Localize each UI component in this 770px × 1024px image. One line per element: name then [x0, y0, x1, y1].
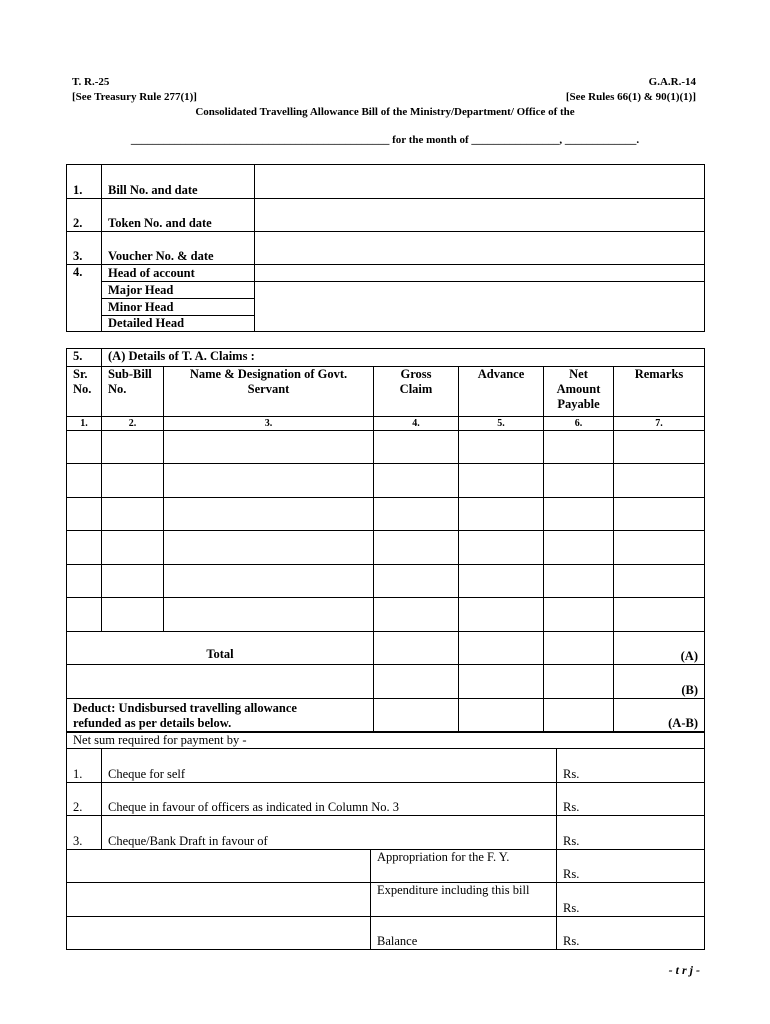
cell[interactable] — [544, 464, 614, 498]
cell[interactable] — [67, 565, 102, 598]
marker-b: (B) — [614, 665, 705, 699]
col-header-net-amount: Net Amount Payable — [544, 367, 614, 417]
cheque-officers-label: Cheque in favour of officers as indicated in Column No. 3 — [102, 783, 557, 816]
cell[interactable] — [102, 565, 164, 598]
row-number: 1. — [67, 165, 102, 199]
cell[interactable] — [374, 565, 459, 598]
head-of-account-field[interactable] — [255, 265, 705, 282]
bill-details-table — [66, 164, 705, 332]
cell[interactable] — [544, 431, 614, 464]
cell[interactable] — [164, 598, 374, 632]
col-number: 2. — [102, 417, 164, 431]
deduct-label-line-2: refunded as per details below. — [73, 716, 232, 730]
cell[interactable] — [374, 498, 459, 531]
net-sum-table — [66, 732, 705, 850]
cell[interactable] — [67, 598, 102, 632]
row-number: 2. — [67, 199, 102, 232]
form-number-right: G.A.R.-14 — [648, 76, 696, 88]
cell[interactable] — [164, 565, 374, 598]
row-number: 3. — [67, 816, 102, 850]
appropriation-table — [66, 849, 705, 950]
cell[interactable] — [614, 531, 705, 565]
cell[interactable] — [544, 531, 614, 565]
cell[interactable] — [374, 431, 459, 464]
gross-total-cell[interactable] — [374, 632, 459, 665]
bill-title: Consolidated Travelling Allowance Bill of the Ministry/Department/ Office of the — [195, 106, 575, 118]
cell[interactable] — [459, 665, 544, 699]
table-row — [67, 431, 705, 464]
expenditure-label: Expenditure including this bill — [371, 883, 557, 917]
cheque-officers-amount[interactable]: Rs. — [557, 783, 705, 816]
net-row — [67, 699, 705, 732]
cell[interactable] — [102, 498, 164, 531]
bill-no-label: Bill No. and date — [102, 165, 255, 199]
minor-head-label: Minor Head — [102, 299, 255, 316]
blank-cell — [67, 917, 371, 950]
col-header-gross-claim: Gross Claim — [374, 367, 459, 417]
col-number: 7. — [614, 417, 705, 431]
col-number: 4. — [374, 417, 459, 431]
head-of-account-label: Head of account — [102, 265, 255, 282]
cell[interactable] — [544, 565, 614, 598]
cell[interactable] — [614, 464, 705, 498]
row-number: 4. — [67, 265, 102, 332]
expenditure-amount[interactable]: Rs. — [557, 883, 705, 917]
voucher-no-label: Voucher No. & date — [102, 232, 255, 265]
col-number: 5. — [459, 417, 544, 431]
cell[interactable] — [459, 431, 544, 464]
office-month-line: _______________________________________________ for the month of ________________, _____________. — [130, 134, 640, 146]
advance-total-cell[interactable] — [459, 632, 544, 665]
head-details-field[interactable] — [255, 282, 705, 332]
cell[interactable] — [544, 665, 614, 699]
marker-a-minus-b: (A-B) — [614, 699, 705, 732]
total-label: Total — [67, 632, 374, 665]
cell[interactable] — [164, 498, 374, 531]
token-no-field[interactable] — [255, 199, 705, 232]
cell[interactable] — [67, 531, 102, 565]
col-header-sub-bill-no: Sub-Bill No. — [102, 367, 164, 417]
appropriation-label: Appropriation for the F. Y. — [371, 850, 557, 883]
row-number: 1. — [67, 749, 102, 783]
net-sum-title: Net sum required for payment by - — [67, 733, 705, 749]
cell[interactable] — [544, 498, 614, 531]
blank-cell — [67, 665, 374, 699]
blank-cell — [67, 883, 371, 917]
bill-no-field[interactable] — [255, 165, 705, 199]
table-row — [67, 464, 705, 498]
balance-amount[interactable]: Rs. — [557, 917, 705, 950]
col-header-advance: Advance — [459, 367, 544, 417]
bank-draft-label: Cheque/Bank Draft in favour of — [102, 816, 557, 850]
cell[interactable] — [544, 699, 614, 732]
cell[interactable] — [614, 498, 705, 531]
cell[interactable] — [459, 699, 544, 732]
cell[interactable] — [102, 431, 164, 464]
col-number: 6. — [544, 417, 614, 431]
table-row — [67, 498, 705, 531]
ta-claims-table — [66, 348, 705, 732]
cell[interactable] — [614, 598, 705, 632]
total-row — [67, 632, 705, 665]
net-total-cell[interactable] — [544, 632, 614, 665]
deduct-row — [67, 665, 705, 699]
ta-claims-title: (A) Details of T. A. Claims : — [102, 349, 705, 367]
voucher-no-field[interactable] — [255, 232, 705, 265]
cell[interactable] — [459, 464, 544, 498]
cell[interactable] — [374, 531, 459, 565]
rule-reference-left: [See Treasury Rule 277(1)] — [72, 91, 197, 103]
balance-label: Balance — [371, 917, 557, 950]
cell[interactable] — [374, 665, 459, 699]
cell[interactable] — [459, 531, 544, 565]
col-header-sr-no: Sr. No. — [67, 367, 102, 417]
cheque-self-label: Cheque for self — [102, 749, 557, 783]
col-header-remarks: Remarks — [614, 367, 705, 417]
section-number: 5. — [67, 349, 102, 367]
cell[interactable] — [102, 531, 164, 565]
cell[interactable] — [67, 464, 102, 498]
cell[interactable] — [67, 431, 102, 464]
row-number: 3. — [67, 232, 102, 265]
cell[interactable] — [164, 531, 374, 565]
footer-initials: - t r j - — [668, 963, 700, 977]
blank-cell — [67, 850, 371, 883]
cell[interactable] — [614, 565, 705, 598]
cell[interactable] — [164, 464, 374, 498]
deduct-label-line-1: Deduct: Undisbursed travelling allowance — [73, 701, 297, 715]
cell[interactable] — [459, 598, 544, 632]
row-number: 2. — [67, 783, 102, 816]
cheque-self-amount[interactable]: Rs. — [557, 749, 705, 783]
cell[interactable] — [374, 464, 459, 498]
deduct-label — [67, 699, 374, 732]
cell[interactable] — [614, 431, 705, 464]
cell[interactable] — [102, 464, 164, 498]
cell[interactable] — [102, 598, 164, 632]
detailed-head-label: Detailed Head — [102, 316, 255, 332]
cell[interactable] — [374, 699, 459, 732]
cell[interactable] — [164, 431, 374, 464]
major-head-label: Major Head — [102, 282, 255, 299]
cell[interactable] — [459, 498, 544, 531]
rule-reference-right: [See Rules 66(1) & 90(1)(1)] — [565, 91, 696, 103]
form-number-left: T. R.-25 — [72, 76, 110, 88]
token-no-label: Token No. and date — [102, 199, 255, 232]
marker-a: (A) — [614, 632, 705, 665]
cell[interactable] — [67, 498, 102, 531]
cell[interactable] — [459, 565, 544, 598]
cell[interactable] — [374, 598, 459, 632]
bank-draft-amount[interactable]: Rs. — [557, 816, 705, 850]
table-row — [67, 598, 705, 632]
cell[interactable] — [544, 598, 614, 632]
col-number: 3. — [164, 417, 374, 431]
appropriation-amount[interactable]: Rs. — [557, 850, 705, 883]
col-header-name-designation: Name & Designation of Govt. Servant — [164, 367, 374, 417]
table-row — [67, 531, 705, 565]
col-number: 1. — [67, 417, 102, 431]
table-row — [67, 565, 705, 598]
